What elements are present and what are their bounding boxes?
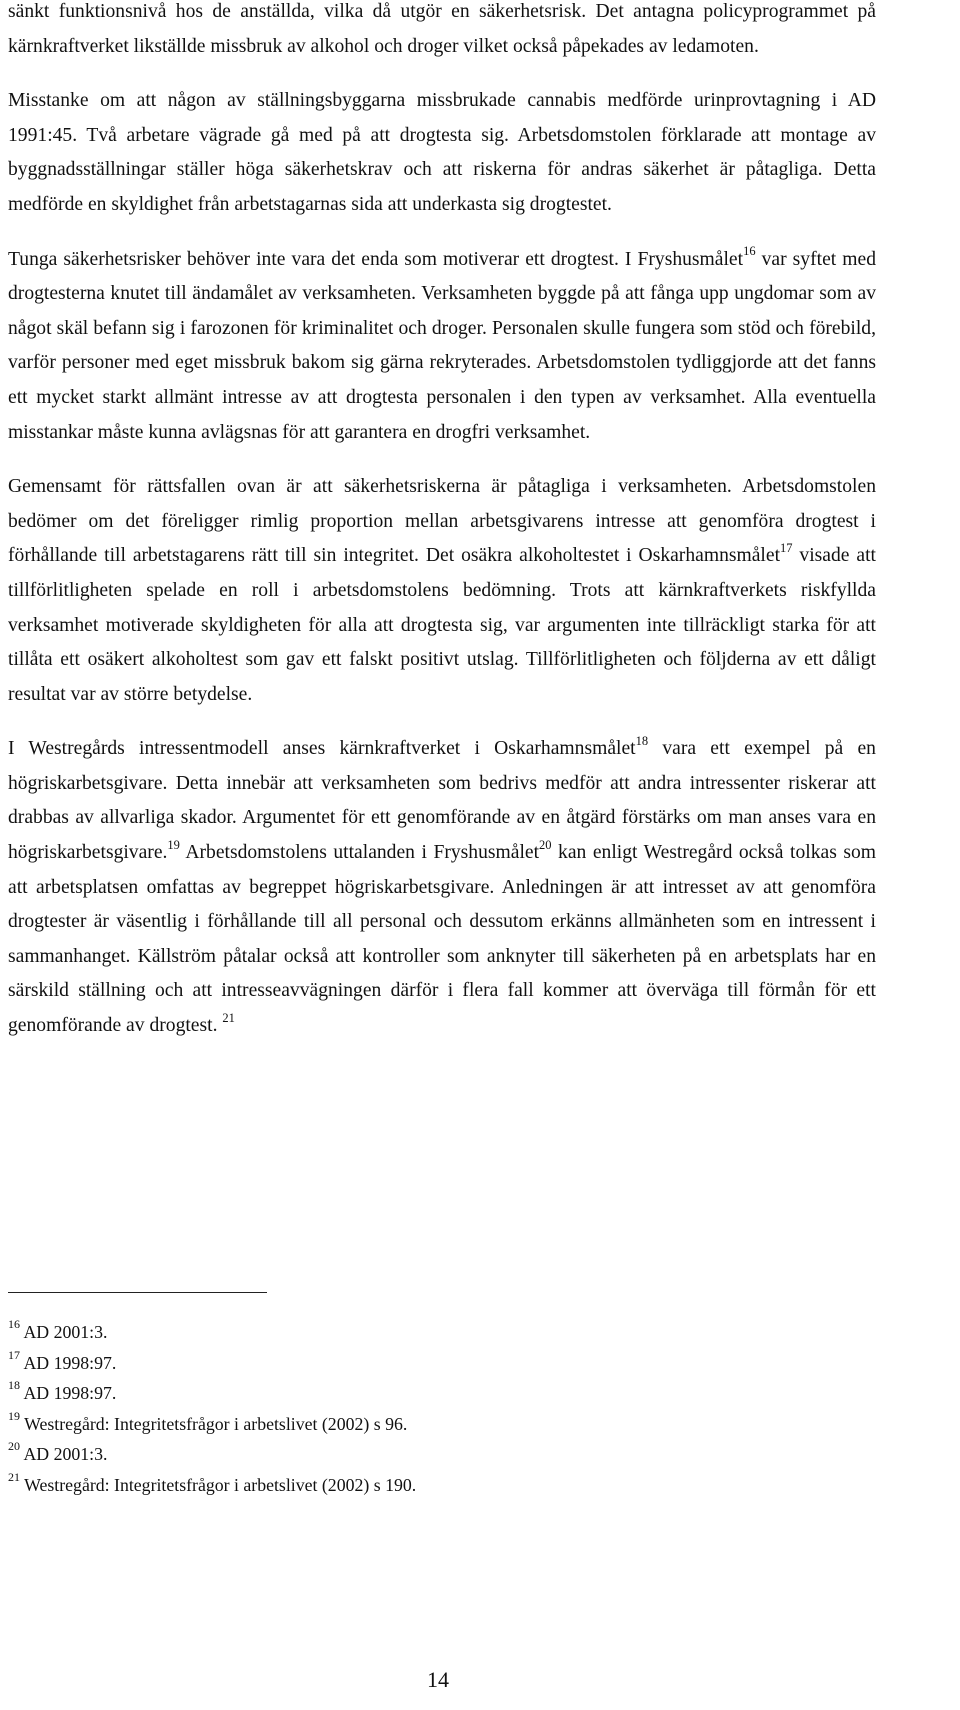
footnote-text: AD 1998:97. (23, 1383, 117, 1404)
footnote-text: AD 1998:97. (23, 1352, 117, 1373)
footnote-reference: 19 (167, 837, 180, 852)
text-run: var syftet med drogtesterna knutet till ändamålet av verksamheten. Verksamheten byggde på att fånga upp ungdomar som av något skäl befann sig i farozonen för kriminalitet och droger. Personalen skulle fungera som stöd och förebild, varför personer med eget missbruk bakom sig gärna rekryterades. Arbetsdomstolen tydliggjorde att det fanns ett mycket starkt allmänt intresse av att drogtesta personalen i den typen av verksamhet. Alla eventuella misstankar måste kunna avlägsnas för att garantera en drogfri verksamhet. (8, 248, 876, 443)
text-run: Tunga säkerhetsrisker behöver inte vara det enda som motiverar ett drogtest. I Fryshusmålet (8, 248, 744, 270)
text-run: I Westregårds intressentmodell anses kärnkraftverket i Oskarhamnsmålet (8, 738, 636, 760)
footnote-reference: 16 (743, 244, 756, 259)
page-number: 14 (427, 1667, 449, 1692)
body-paragraph (8, 84, 876, 222)
footnote-number: 21 (8, 1470, 20, 1485)
footnote (8, 1348, 876, 1379)
footnote-text: Westregård: Integritetsfrågor i arbetslivet (2002) s 96. (24, 1413, 408, 1434)
text-run: Gemensamt för rättsfallen ovan är att säkerhetsriskerna är påtagliga i verksamheten. Arbetsdomstolen bedömer om det föreligger rimlig proportion mellan arbetsgivarens intresse att genomföra drogtest i förhållande till arbetstagarens rätt till sin integritet. Det osäkra alkoholtestet i Oskarhamnsmålet (8, 476, 876, 567)
footnote-text: AD 2001:3. (23, 1444, 108, 1465)
footnote (8, 1470, 876, 1501)
footnote-number: 17 (8, 1347, 20, 1362)
footnote-text: Westregård: Integritetsfrågor i arbetslivet (2002) s 190. (24, 1474, 417, 1495)
text-run: Arbetsdomstolens uttalanden i Fryshusmålet (179, 842, 540, 864)
footnote (8, 1439, 876, 1470)
document-page (8, 0, 876, 1044)
text-run: vara ett exempel på en högriskarbetsgivare. Detta innebär att verksamheten som bedrivs medför att andra intressenter riskerar att drabbas av allvarliga skador. Argumentet för ett genomförande av en åtgärd förstärks om man anses vara en högriskarbetsgivare. (8, 738, 876, 864)
footnote-reference: 21 (222, 1010, 235, 1025)
body-text (8, 0, 876, 1044)
footnote-text: AD 2001:3. (23, 1322, 108, 1342)
text-run: kan enligt Westregård också tolkas som att arbetsplatsen omfattas av begreppet högriskarbetsgivare. Anledningen är att intresset av att genomföra drogtester är väsentlig i förhållande till all personal och dessutom erkänns allmänheten som en intressent i sammanhanget. Källström påtalar också att kontroller som anknyter till säkerheten på en arbetsplats har en särskild ställning och att intresseavvägningen därför i flera fall kommer att överväga till förmån för ett genomförande av drogtest. (8, 842, 876, 1037)
footnote-reference: 17 (780, 540, 793, 555)
footnote (8, 1409, 876, 1440)
footnote-reference: 20 (539, 837, 552, 852)
text-run: Misstanke om att någon av ställningsbyggarna missbrukade cannabis medförde urinprovtagning i AD 1991:45. Två arbetare vägrade gå med på att drogtesta sig. Arbetsdomstolen förklarade att montage av byggnadsställningar ställer höga säkerhetskrav och att riskerna för andras säkerhet är påtagliga. Detta medförde en skyldighet från arbetstagarnas sida att underkasta sig drogtestet. (8, 90, 876, 215)
text-run: sänkt funktionsnivå hos de anställda, vilka då utgör en säkerhetsrisk. Det antagna policyprogrammet på kärnkraftverket likställde missbruk av alkohol och droger vilket också påpekades av ledamoten. (8, 1, 876, 57)
footnote-reference: 18 (635, 733, 649, 748)
footnote (8, 1378, 876, 1409)
body-paragraph (8, 243, 876, 451)
text-run: visade att tillförlitligheten spelade en roll i arbetsdomstolens bedömning. Trots att kärnkraftverkets riskfyllda verksamhet motiverade skyldigheten för alla att drogtesta sig, var argumenten inte tillräckligt starka för att tillåta ett osäkert alkoholtest som gav ett falskt positivt utslag. Tillförlitligheten och följderna av ett dåligt resultat var av större betydelse. (8, 545, 876, 705)
footnote (8, 1317, 876, 1348)
body-paragraph (8, 0, 876, 64)
body-paragraph (8, 732, 876, 1043)
footnote-number: 16 (8, 1317, 20, 1332)
footnote-number: 19 (8, 1408, 20, 1423)
footnote-number: 18 (8, 1378, 20, 1393)
body-paragraph (8, 470, 876, 712)
footnote-number: 20 (8, 1439, 20, 1454)
footnote-separator (8, 1292, 267, 1293)
footnotes (8, 1317, 876, 1501)
